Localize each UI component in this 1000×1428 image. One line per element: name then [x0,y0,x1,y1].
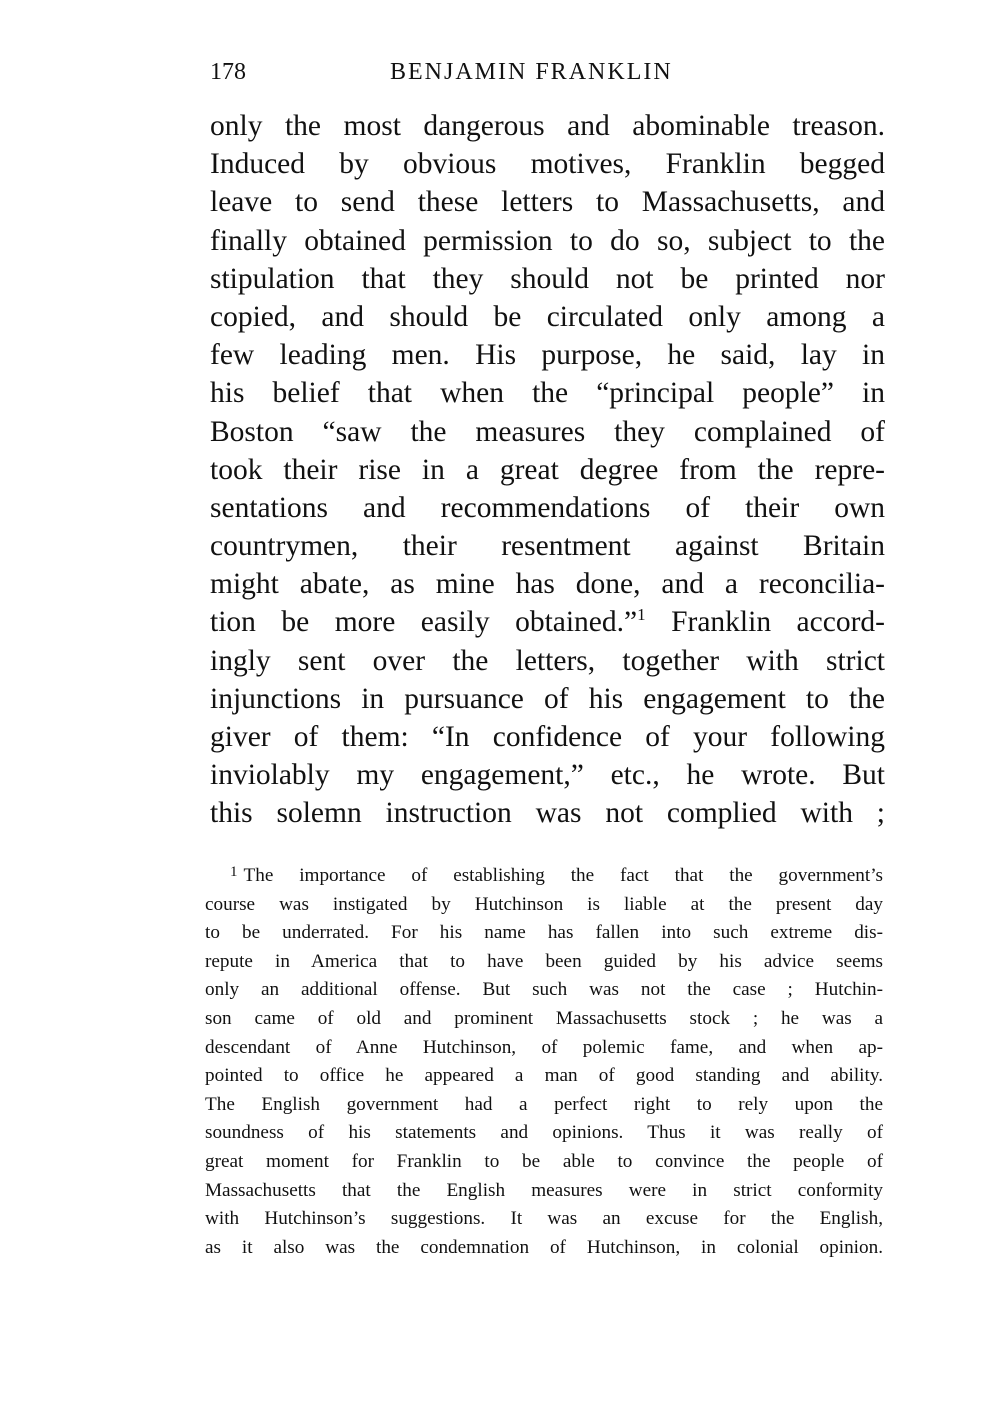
running-head: BENJAMIN FRANKLIN [390,59,673,85]
body-line: leave to send these letters to Massachusetts, and [210,186,885,219]
body-line-part: Franklin accord- [671,606,885,639]
footnote-line: descendant of Anne Hutchinson, of polemic fame, and when ap- [205,1036,883,1058]
footnote-line: The English government had a perfect right to rely upon the [205,1093,883,1115]
footnote-line: repute in America that to have been guided by his advice seems [205,950,883,972]
body-line-part: tion be more easily obtained.” [210,606,638,639]
footnote-marker: 1 [230,864,238,880]
body-line-with-footnote-ref [210,603,885,641]
footnote [205,862,883,1262]
footnote-line: Massachusetts that the English measures were in strict conformity [205,1179,883,1201]
body-line: took their rise in a great degree from the repre- [210,453,885,486]
body-line: giver of them: “In confidence of your following [210,721,885,753]
body-line: copied, and should be circulated only among a [210,300,885,333]
footnote-line: pointed to office he appeared a man of good standing and ability. [205,1065,883,1087]
body-line: inviolably my engagement,” etc., he wrote. But [210,759,885,792]
body-line: Induced by obvious motives, Franklin begged [210,148,885,181]
footnote-line: only an additional offense. But such was not the case ; Hutchin- [205,979,883,1001]
footnote-line [205,862,883,891]
footnote-line-text: The importance of establishing the fact that the government’s [243,865,883,886]
body-line: might abate, as mine has done, and a reconcilia- [210,568,885,601]
footnote-line: with Hutchinson’s suggestions. It was an excuse for the English, [205,1208,883,1230]
body-line: sentations and recommendations of their own [210,491,885,524]
body-line: Boston “saw the measures they complained of [210,415,885,448]
body-line: few leading men. His purpose, he said, lay in [210,339,885,372]
footnote-line: soundness of his statements and opinions. Thus it was really of [205,1122,883,1144]
page-number: 178 [210,59,246,85]
body-line: countrymen, their resentment against Britain [210,530,885,563]
body-text [210,107,885,833]
footnote-line: great moment for Franklin to be able to convince the people of [205,1150,883,1172]
body-line: ingly sent over the letters, together with strict [210,644,885,677]
footnote-line: as it also was the condemnation of Hutchinson, in colonial opinion. [205,1236,883,1258]
body-line: this solemn instruction was not complied with ; [210,797,885,830]
footnote-line: to be underrated. For his name has fallen into such extreme dis- [205,922,883,944]
page-header [210,52,885,92]
footnote-reference[interactable]: 1 [637,605,646,625]
body-line: injunctions in pursuance of his engagement to the [210,682,885,715]
body-line: finally obtained permission to do so, subject to the [210,224,885,257]
body-line: only the most dangerous and abominable treason. [210,110,885,142]
body-line: stipulation that they should not be printed nor [210,262,885,295]
footnote-line: course was instigated by Hutchinson is liable at the present day [205,893,883,915]
body-line: his belief that when the “principal people” in [210,377,885,410]
footnote-line: son came of old and prominent Massachusetts stock ; he was a [205,1007,883,1029]
